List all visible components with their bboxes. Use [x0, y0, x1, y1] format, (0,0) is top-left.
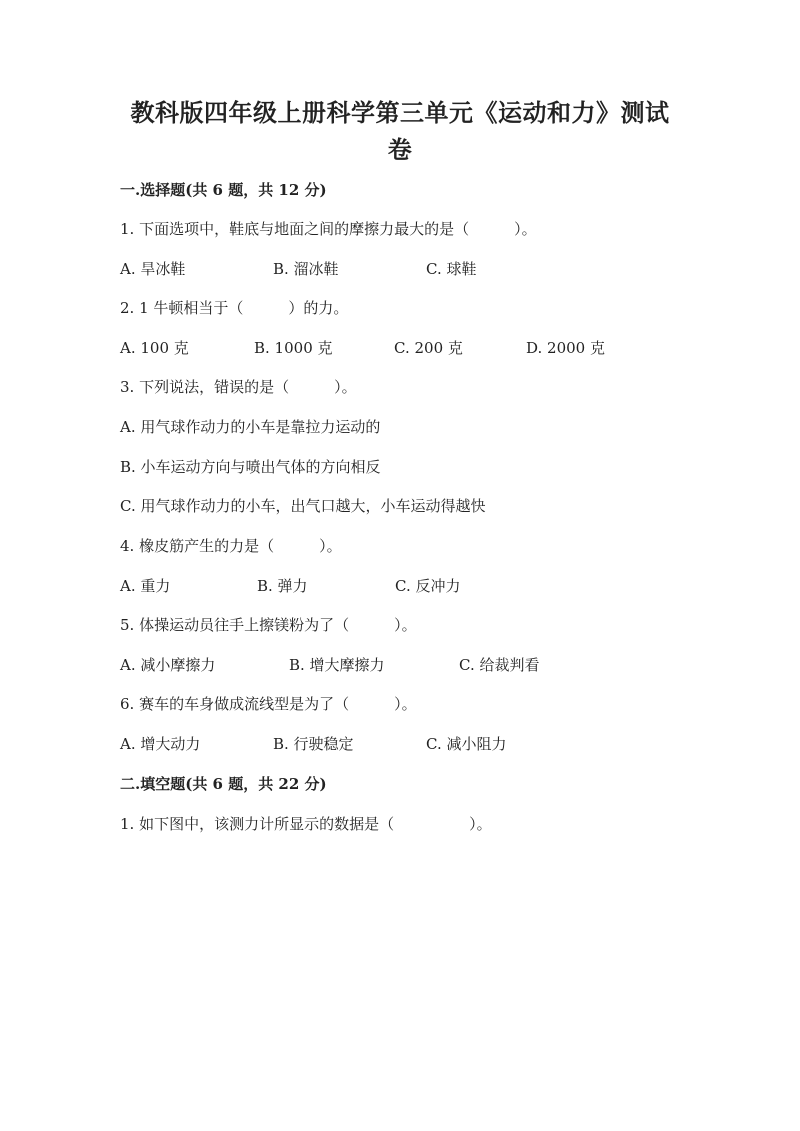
question-1-option-c: C. 球鞋 — [426, 260, 477, 278]
question-2-option-b: B. 1000 克 — [254, 339, 333, 357]
question-4-text: 4. 橡皮筋产生的力是（ ）。 — [120, 537, 342, 555]
section-heading-choice: 一.选择题(共 6 题，共 12 分) — [120, 181, 327, 199]
question-5-option-b: B. 增大摩擦力 — [289, 656, 385, 674]
question-3-option-b: B. 小车运动方向与喷出气体的方向相反 — [120, 458, 381, 476]
question-3-text: 3. 下列说法，错误的是（ ）。 — [120, 378, 357, 396]
question-2-option-a: A. 100 克 — [120, 339, 189, 357]
question-3-option-c: C. 用气球作动力的小车，出气口越大，小车运动得越快 — [120, 497, 486, 515]
fill-question-1-text: 1. 如下图中，该测力计所显示的数据是（ ）。 — [120, 815, 492, 833]
question-5-text: 5. 体操运动员往手上擦镁粉为了（ ）。 — [120, 616, 417, 634]
question-1-text: 1. 下面选项中，鞋底与地面之间的摩擦力最大的是（ ）。 — [120, 220, 537, 238]
question-6-option-c: C. 减小阻力 — [426, 735, 507, 753]
question-4-option-c: C. 反冲力 — [395, 577, 461, 595]
question-2-option-c: C. 200 克 — [394, 339, 463, 357]
question-6-option-b: B. 行驶稳定 — [273, 735, 354, 753]
question-3-option-a: A. 用气球作动力的小车是靠拉力运动的 — [120, 418, 381, 436]
question-1-option-a: A. 旱冰鞋 — [120, 260, 186, 278]
question-6-text: 6. 赛车的车身做成流线型是为了（ ）。 — [120, 695, 417, 713]
question-2-option-d: D. 2000 克 — [526, 339, 605, 357]
question-6-option-a: A. 增大动力 — [120, 735, 201, 753]
question-4-option-b: B. 弹力 — [257, 577, 308, 595]
question-5-option-c: C. 给裁判看 — [459, 656, 540, 674]
question-1-option-b: B. 溜冰鞋 — [273, 260, 339, 278]
question-2-text: 2. 1 牛顿相当于（ ）的力。 — [120, 299, 349, 317]
question-5-option-a: A. 减小摩擦力 — [120, 656, 216, 674]
page-title: 教科版四年级上册科学第三单元《运动和力》测试卷 — [130, 98, 670, 164]
section-heading-fill-blank: 二.填空题(共 6 题，共 22 分) — [120, 775, 327, 793]
question-4-option-a: A. 重力 — [120, 577, 171, 595]
